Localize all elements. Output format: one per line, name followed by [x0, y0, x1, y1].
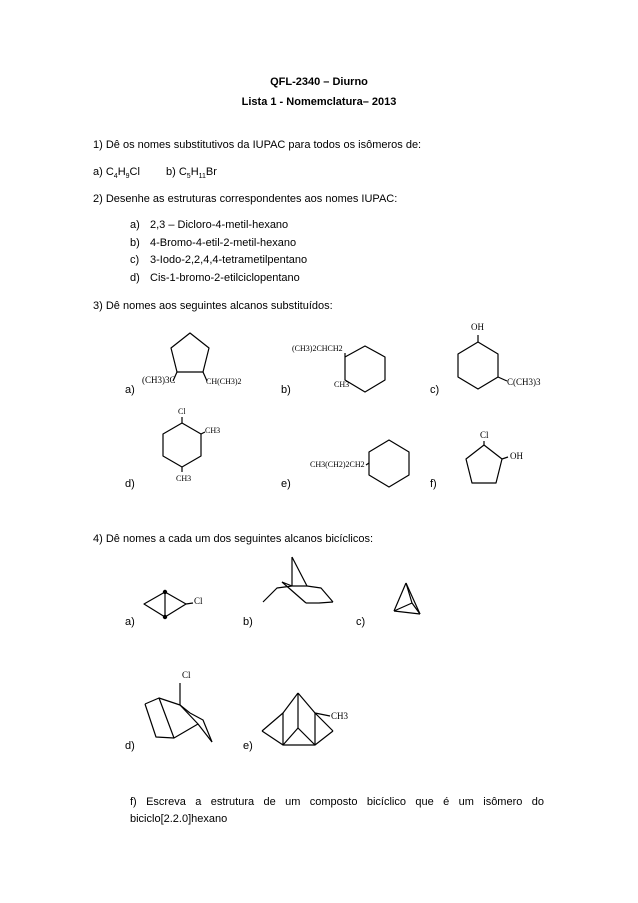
q4c-bicyclopentane	[394, 583, 420, 614]
q4e-substituent: CH3	[331, 711, 349, 721]
q4d-bicyclononane	[145, 683, 212, 742]
q3a-cyclopentane	[171, 333, 209, 372]
q3c-cyclohexane	[458, 342, 498, 389]
q3c-right-substituent: C(CH3)3	[507, 377, 541, 387]
q1-item-a: a) $C_4H_9Cl$	[93, 166, 140, 181]
q3c-top-substituent: OH	[471, 322, 484, 332]
q3-label-c: c)	[430, 384, 440, 396]
question-4: 4) Dê nomes a cada um dos seguintes alcanos bicíclicos:	[93, 533, 374, 545]
q4-label-a: a)	[125, 616, 135, 628]
q3d-bottom-substituent: CH3	[176, 474, 192, 483]
page-title: QFL-2340 – Diurno	[270, 76, 368, 88]
q2-item-d: d) Cis-1-bromo-2-etilciclopentano	[130, 272, 300, 284]
q3b-bottom-substituent: CH3	[334, 380, 350, 389]
q3-label-e: e)	[281, 478, 291, 490]
q2-item-c: c) 3-Iodo-2,2,4,4-tetrametilpentano	[130, 254, 308, 266]
q2-item-a: a) 2,3 – Dicloro-4-metil-hexano	[130, 219, 289, 231]
q3a-left-substituent: (CH3)3C	[142, 375, 176, 385]
q4b-bicyclooctane	[263, 557, 333, 603]
q4-label-c: c)	[356, 616, 366, 628]
q2-item-b: b) 4-Bromo-4-etil-2-metil-hexano	[130, 237, 297, 249]
q4-label-d: d)	[125, 740, 135, 752]
q3d-cyclohexane	[163, 423, 201, 467]
q3-label-b: b)	[281, 384, 291, 396]
q4e-bicyclooctane	[262, 693, 333, 745]
q3e-cyclohexane	[369, 440, 409, 487]
q4a-dot-top	[163, 590, 167, 594]
q3b-top-substituent: (CH3)2CHCH2	[292, 344, 343, 353]
q1-item-b: b) $C_5H_{11}Br$	[166, 166, 217, 181]
q4-item-f-line1: f) Escreva a estrutura de um composto bicíclico que é um isômero do	[130, 796, 544, 808]
q4a-substituent: Cl	[194, 596, 203, 606]
q3-label-d: d)	[125, 478, 135, 490]
q3a-right-substituent: CH(CH3)2	[206, 377, 242, 386]
q3d-top-substituent: Cl	[178, 407, 186, 416]
q3f-top-substituent: Cl	[480, 430, 489, 440]
q4-label-e: e)	[243, 740, 253, 752]
q3-label-a: a)	[125, 384, 135, 396]
question-1: 1) Dê os nomes substitutivos da IUPAC para todos os isômeros de:	[93, 139, 422, 151]
q3f-cyclopentane	[466, 445, 502, 483]
q3-label-f: f)	[430, 478, 437, 490]
q3f-right-substituent: OH	[510, 451, 523, 461]
question-2: 2) Desenhe as estruturas correspondentes aos nomes IUPAC:	[93, 193, 398, 205]
q4a-dot-bottom	[163, 615, 167, 619]
q4-item-f-line2: biciclo[2.2.0]hexano	[130, 813, 228, 825]
q3e-left-substituent: CH3(CH2)2CH2	[310, 460, 365, 469]
page-subtitle: Lista 1 - Nomemclatura– 2013	[241, 96, 397, 108]
q3d-right-substituent: CH3	[205, 426, 221, 435]
q4-label-b: b)	[243, 616, 253, 628]
question-3: 3) Dê nomes aos seguintes alcanos substituídos:	[93, 300, 333, 312]
q4d-substituent: Cl	[182, 670, 191, 680]
q3b-cyclohexane	[345, 346, 385, 392]
